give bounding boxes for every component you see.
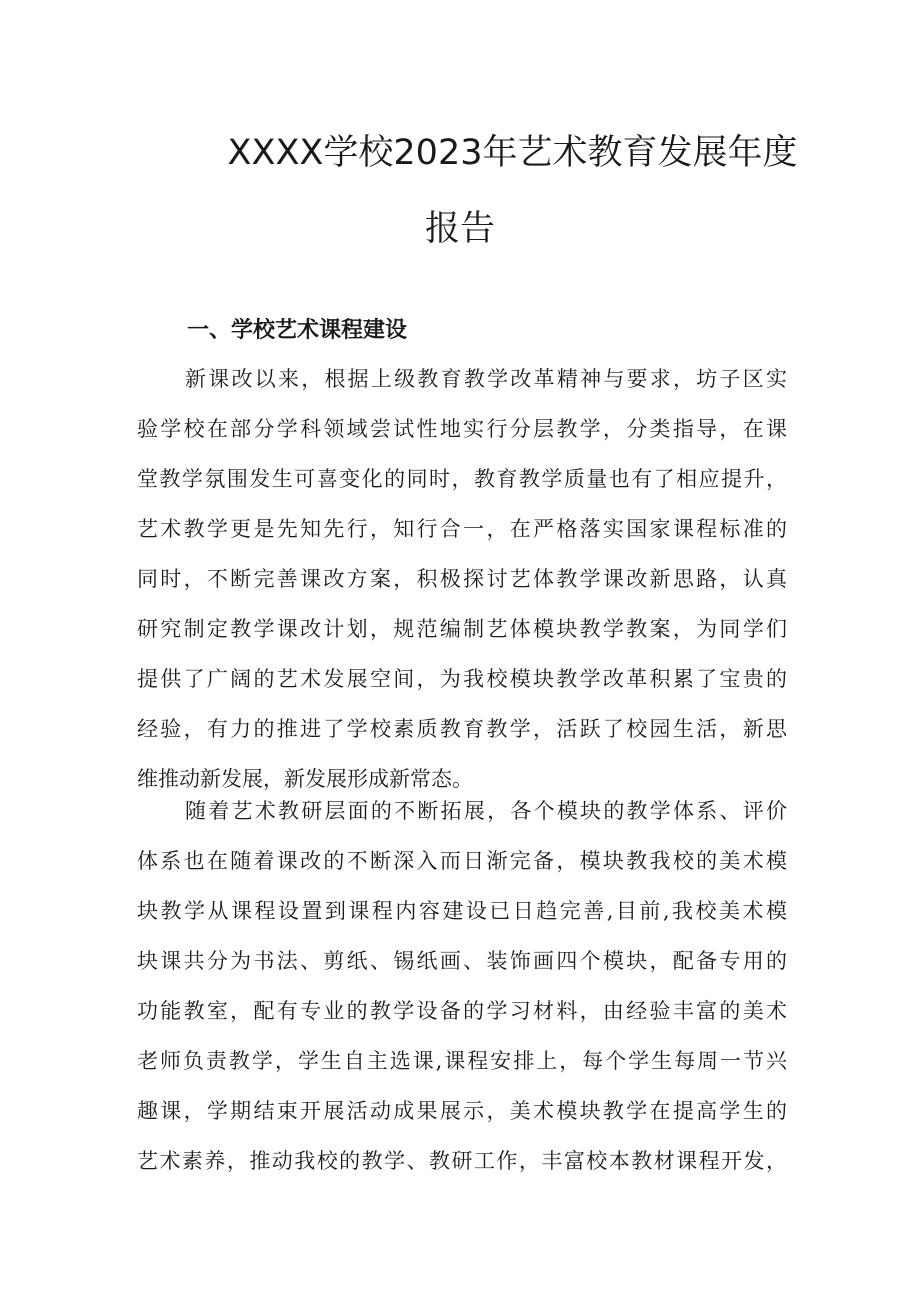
paragraph-line: 新课改以来，根据上级教育教学改革精神与要求，坊子区实 [185, 367, 787, 391]
paragraph-line: 随着艺术教研层面的不断拓展，各个模块的教学体系、评价 [185, 799, 787, 823]
document-title-line-1: XXXX学校2023年艺术教育发展年度 [227, 133, 798, 173]
paragraph-line: 老师负责教学，学生自主选课,课程安排上，每个学生每周一节兴 [137, 1049, 787, 1073]
section-heading: 一、学校艺术课程建设 [187, 318, 408, 343]
paragraph-line: 同时，不断完善课改方案，积极探讨艺体教学课改新思路，认真 [137, 567, 787, 591]
paragraph-line: 验学校在部分学科领域尝试性地实行分层教学，分类指导，在课 [137, 417, 787, 441]
paragraph-line: 块教学从课程设置到课程内容建设已日趋完善,目前,我校美术模 [137, 899, 787, 923]
paragraph-line: 堂教学氛围发生可喜变化的同时，教育教学质量也有了相应提升， [137, 467, 787, 491]
paragraph-line: 功能教室，配有专业的教学设备的学习材料，由经验丰富的美术 [137, 999, 787, 1023]
paragraph-line: 提供了广阔的艺术发展空间，为我校模块教学改革积累了宝贵的 [137, 667, 787, 691]
paragraph-line: 趣课，学期结束开展活动成果展示，美术模块教学在提高学生的 [137, 1099, 787, 1123]
document-title-line-2: 报告 [424, 209, 495, 249]
paragraph-line: 维推动新发展，新发展形成新常态。 [137, 767, 473, 791]
paragraph-line: 块课共分为书法、剪纸、锡纸画、装饰画四个模块，配备专用的 [137, 949, 787, 973]
paragraph-line: 艺术素养，推动我校的教学、教研工作，丰富校本教材课程开发， [137, 1149, 787, 1173]
paragraph-line: 艺术教学更是先知先行，知行合一，在严格落实国家课程标准的 [137, 517, 787, 541]
paragraph-line: 体系也在随着课改的不断深入而日渐完备，模块教我校的美术模 [137, 849, 787, 873]
paragraph-line: 经验，有力的推进了学校素质教育教学，活跃了校园生活，新思 [137, 717, 787, 741]
paragraph-line: 研究制定教学课改计划，规范编制艺体模块教学教案，为同学们 [137, 617, 787, 641]
